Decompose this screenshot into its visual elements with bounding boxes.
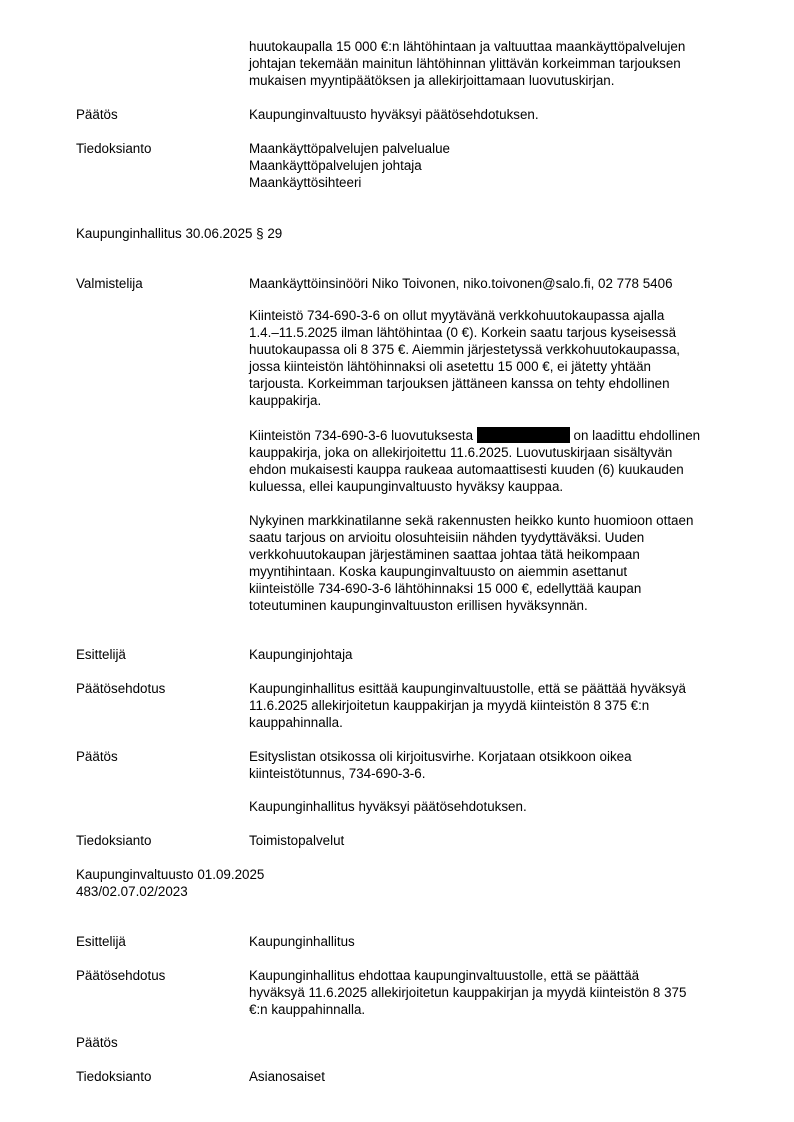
- text-line: Kiinteistö 734-690-3-6 on ollut myytävänä verkkohuutokaupassa ajalla: [249, 308, 665, 323]
- board-notice-text: Toimistopalvelut: [249, 833, 345, 848]
- board-decision-label: Päätös: [76, 749, 118, 764]
- text-line: johtajan tekemään mainitun lähtöhinnan ylittävän korkeimman tarjouksen: [249, 56, 681, 71]
- council-presenter-label: Esittelijä: [76, 934, 126, 949]
- final-notice-text: Asianosaiset: [249, 1069, 325, 1084]
- recipient: Maankäyttöpalvelujen johtaja: [249, 158, 422, 173]
- text-line: kauppakirja, joka on allekirjoitettu 11.6.2025. Luovutuskirjaan sisältyvän: [249, 445, 673, 460]
- council-decision-text: Kaupunginvaltuusto hyväksyi päätösehdotuksen.: [249, 107, 539, 122]
- board-notice-label: Tiedoksianto: [76, 833, 152, 848]
- council-proposal-text: [249, 967, 739, 1018]
- board-meeting-header: Kaupunginhallitus 30.06.2025 § 29: [76, 226, 283, 241]
- text-line: saatu tarjous on arvioitu olosuhteisiin nähden tyydyttäväksi. Uuden: [249, 530, 645, 545]
- text-segment: Kiinteistön 734-690-3-6 luovutuksesta: [249, 428, 474, 443]
- text-line: verkkohuutokaupan järjestäminen saattaa johtaa tätä heikompaan: [249, 547, 640, 562]
- text-line: ehdon mukaisesti kauppa raukeaa automaattisesti kuuden (6) kuukauden: [249, 462, 684, 477]
- text-line: Esityslistan otsikossa oli kirjoitusvirhe. Korjataan otsikkoon oikea: [249, 749, 632, 764]
- council-proposal-label: Päätösehdotus: [76, 968, 166, 983]
- top-paragraph: [249, 38, 739, 89]
- text-line: jossa kiinteistön lähtöhinnaksi oli asetettu 15 000 €, ei jätetty yhtään: [249, 359, 651, 374]
- council-notice-recipients: [249, 140, 739, 191]
- text-line: myyntihintaan. Koska kaupunginvaltuusto on aiemmin asettanut: [249, 564, 628, 579]
- text-line: huutokaupassa oli 8 375 €. Aiemmin järjestetyssä verkkohuutokaupassa,: [249, 342, 680, 357]
- text-line: 1.4.–11.5.2025 ilman lähtöhintaa (0 €). Korkein saatu tarjous kyseisessä: [249, 325, 677, 340]
- text-line: kiinteistötunnus, 734-690-3-6.: [249, 766, 426, 781]
- text-line: Nykyinen markkinatilanne sekä rakennusten heikko kunto huomioon ottaen: [249, 513, 694, 528]
- text-line: toteutuminen kaupunginvaltuuston erillisen hyväksynnän.: [249, 598, 588, 613]
- final-notice-label: Tiedoksianto: [76, 1069, 152, 1084]
- board-presenter-text: Kaupunginjohtaja: [249, 647, 353, 662]
- text-line: kiinteistölle 734-690-3-6 lähtöhinnaksi 15 000 €, edellyttää kaupan: [249, 581, 642, 596]
- board-proposal-text: [249, 680, 739, 731]
- text-line: kuluessa, ellei kaupunginvaltuusto hyväksy kauppaa.: [249, 479, 564, 494]
- text-line: Kaupunginhallitus esittää kaupunginvaltuustolle, että se päättää hyväksyä: [249, 681, 686, 696]
- text-segment: on laadittu ehdollinen: [573, 428, 701, 443]
- text-line: €:n kauppahinnalla.: [249, 1002, 366, 1017]
- final-decision-label: Päätös: [76, 1035, 118, 1050]
- council-meeting-date: Kaupunginvaltuusto 01.09.2025: [76, 867, 265, 882]
- preparer-label: Valmistelija: [76, 276, 143, 291]
- text-line: kauppakirja.: [249, 393, 322, 408]
- board-decision-approval: Kaupunginhallitus hyväksyi päätösehdotuksen.: [249, 799, 527, 814]
- redaction-block: [477, 427, 570, 443]
- text-line: Kaupunginhallitus ehdottaa kaupunginvaltuustolle, että se päättää: [249, 968, 640, 983]
- case-number: 483/02.07.02/2023: [76, 884, 188, 899]
- recipient: Maankäyttösihteeri: [249, 175, 362, 190]
- council-notice-label: Tiedoksianto: [76, 141, 152, 156]
- text-line: kauppahinnalla.: [249, 715, 343, 730]
- council-decision-label: Päätös: [76, 107, 118, 122]
- board-presenter-label: Esittelijä: [76, 647, 126, 662]
- text-line: 11.6.2025 allekirjoitetun kauppakirjan ja myydä kiinteistön 8 375 €:n: [249, 698, 650, 713]
- recipient: Maankäyttöpalvelujen palvelualue: [249, 141, 450, 156]
- text-line: mukaisen myyntipäätöksen ja allekirjoittamaan luovutuskirjan.: [249, 73, 615, 88]
- paragraph-2: [249, 427, 739, 495]
- text-line: huutokaupalla 15 000 €:n lähtöhintaan ja valtuuttaa maankäyttöpalvelujen: [249, 39, 686, 54]
- paragraph-3: [249, 512, 739, 614]
- text-line: [249, 427, 739, 444]
- paragraph-1: [249, 307, 739, 409]
- council-meeting-header: [76, 866, 264, 900]
- text-line: tarjousta. Korkeimman tarjouksen jättäneen kanssa on tehty ehdollinen: [249, 376, 670, 391]
- board-decision-text: [249, 748, 739, 782]
- text-line: hyväksyä 11.6.2025 allekirjoitetun kauppakirjan ja myydä kiinteistön 8 375: [249, 985, 687, 1000]
- preparer-text: Maankäyttöinsinööri Niko Toivonen, niko.toivonen@salo.fi, 02 778 5406: [249, 276, 673, 291]
- council-presenter-text: Kaupunginhallitus: [249, 934, 355, 949]
- board-proposal-label: Päätösehdotus: [76, 681, 166, 696]
